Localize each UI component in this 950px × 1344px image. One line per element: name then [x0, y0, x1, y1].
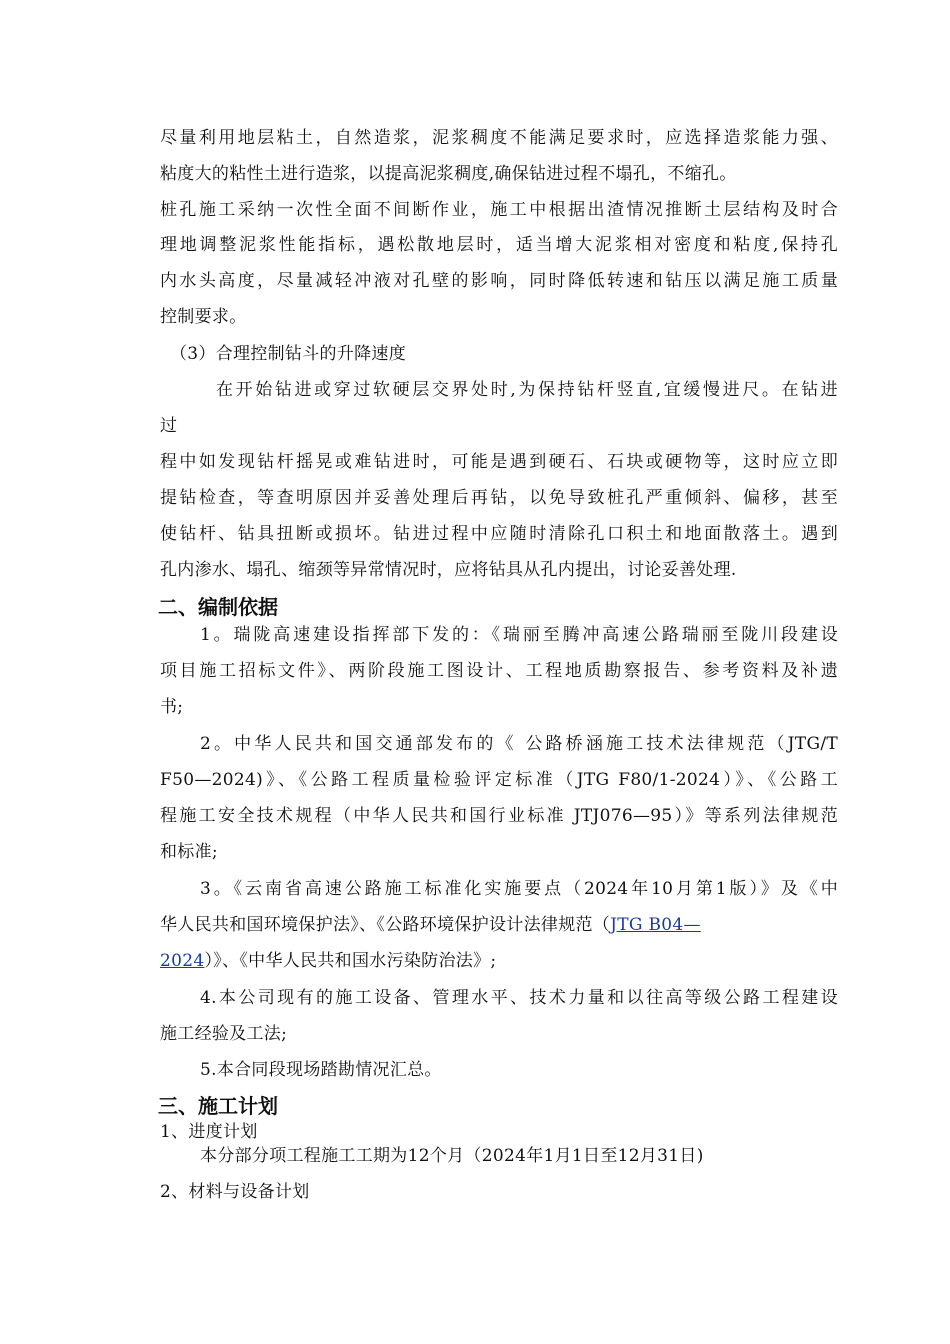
- text-span: ）》、《中华人民共和国水污染防治法》;: [204, 951, 497, 971]
- subsection-title: （3）合理控制钻斗的升降速度: [170, 344, 407, 364]
- text-line: 使钻杆、钻具扭断或损坏。钻进过程中应随时清除孔口积土和地面散落土。遇到: [160, 524, 838, 544]
- subsection-title: 1、进度计划: [160, 1122, 258, 1142]
- text-line: 程施工安全技术规程（中华人民共和国行业标准 JTJ076—95）》等系列法律规范: [160, 806, 838, 826]
- subsection-title: 2、材料与设备计划: [160, 1182, 310, 1202]
- text-line: 5.本合同段现场踏勘情况汇总。: [200, 1060, 442, 1080]
- standard-link[interactable]: 2024: [160, 951, 205, 971]
- text-line: 在开始钻进或穿过软硬层交界处时,为保持钻杆竖直,宜缓慢进尺。在钻进: [216, 380, 838, 400]
- standard-link[interactable]: JTG B04—: [610, 915, 701, 935]
- text-line: 提钻检查，等查明原因并妥善处理后再钻，以免导致桩孔严重倾斜、偏移，甚至: [160, 488, 838, 508]
- text-line: 过: [160, 416, 178, 436]
- text-line: 尽量利用地层粘土，自然造浆，泥浆稠度不能满足要求时，应选择造浆能力强、: [160, 128, 838, 148]
- section-heading: 二、编制依据: [158, 595, 278, 619]
- text-line: 施工经验及工法;: [160, 1024, 288, 1044]
- text-line: 控制要求。: [160, 307, 247, 327]
- text-line: 桩孔施工采纳一次性全面不间断作业，施工中根据出渣情况推断土层结构及时合: [160, 200, 838, 220]
- text-line: 本分部分项工程施工工期为12个月（2024年1月1日至12月31日): [200, 1146, 704, 1166]
- text-line: 项目施工招标文件》、两阶段施工图设计、工程地质勘察报告、参考资料及补遗: [160, 661, 838, 681]
- text-line: [160, 949, 838, 973]
- text-line: F50—2024)》、《公路工程质量检验评定标准（JTG F80/1-2024）》、《公路工: [160, 770, 838, 790]
- text-line: 4.本公司现有的施工设备、管理水平、技术力量和以往高等级公路工程建设: [200, 988, 838, 1008]
- text-line: 粘度大的粘性土进行造浆，以提高泥浆稠度,确保钻进过程不塌孔，不缩孔。: [160, 164, 737, 184]
- text-line: 3。《云南省高速公路施工标准化实施要点（2024年10月第1版）》及《中: [200, 879, 838, 899]
- text-line: 1。瑞陇高速建设指挥部下发的：《瑞丽至腾冲高速公路瑞丽至陇川段建设: [200, 625, 838, 645]
- section-heading: 三、施工计划: [158, 1094, 278, 1118]
- text-line: 内水头高度，尽量减轻冲液对孔壁的影响，同时降低转速和钻压以满足施工质量: [160, 271, 838, 291]
- text-line: 理地调整泥浆性能指标，遇松散地层时，适当增大泥浆相对密度和粘度,保持孔: [160, 235, 838, 255]
- text-line: 程中如发现钻杆摇晃或难钻进时，可能是遇到硬石、石块或硬物等，这时应立即: [160, 452, 838, 472]
- text-line: 2。中华人民共和国交通部发布的《 公路桥涵施工技术法律规范（JTG/T: [200, 734, 838, 754]
- text-span: 华人民共和国环境保护法》、《公路环境保护设计法律规范（: [160, 915, 611, 935]
- text-line: 书;: [160, 697, 184, 717]
- text-line: [160, 913, 838, 937]
- text-line: 孔内渗水、塌孔、缩颈等异常情况时，应将钻具从孔内提出，讨论妥善处理.: [160, 560, 737, 580]
- text-line: 和标准;: [160, 842, 218, 862]
